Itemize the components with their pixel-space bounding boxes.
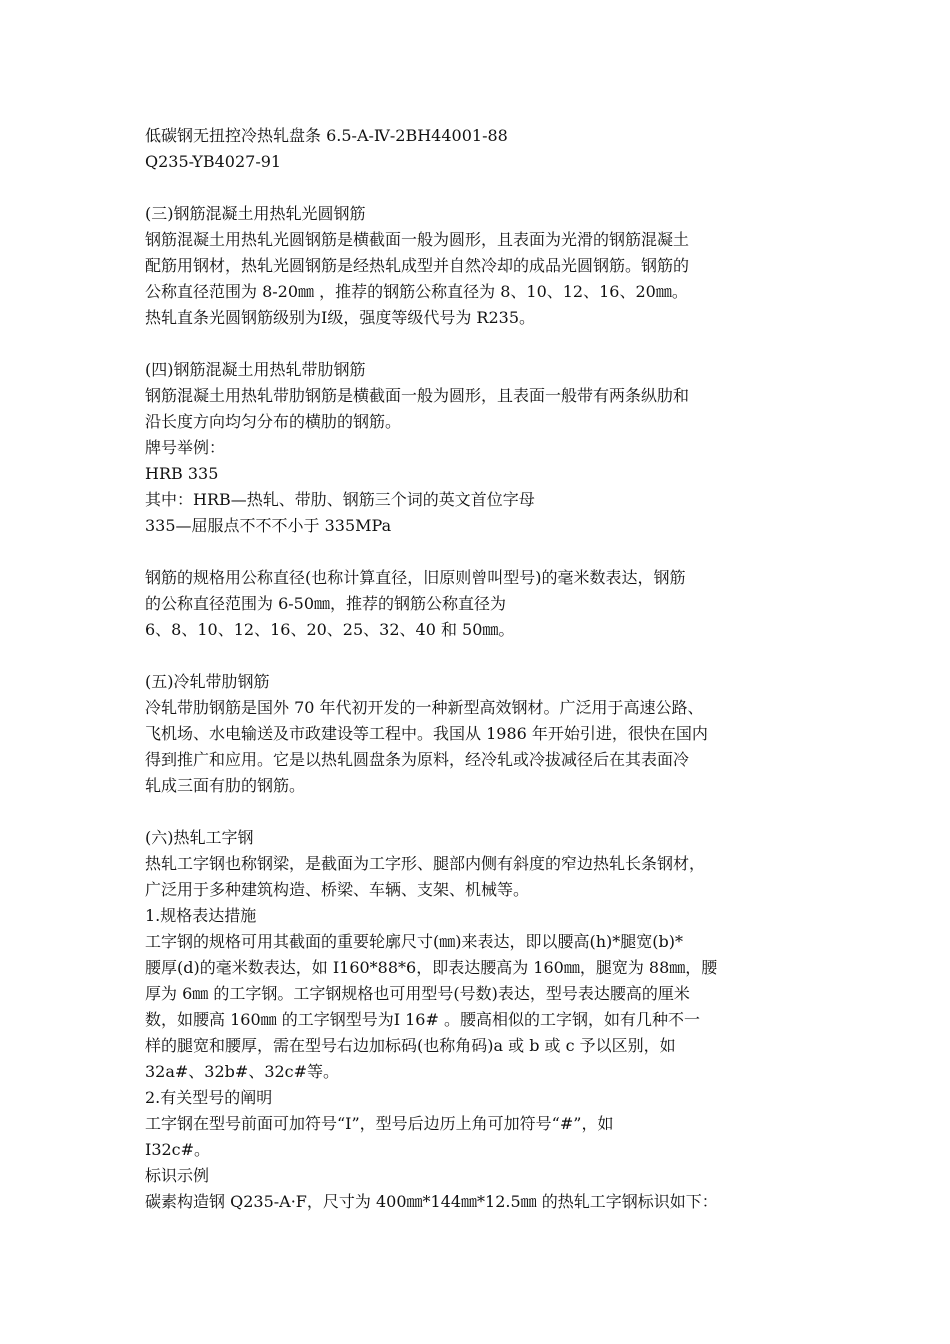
text-line: 热轧直条光圆钢筋级别为Ⅰ级，强度等级代号为 R235。 xyxy=(145,308,535,327)
text-line: 低碳钢无扭控冷热轧盘条 6.5-A-Ⅳ-2BH44001-88 xyxy=(145,126,508,145)
text-line: 32a#、32b#、32c#等。 xyxy=(145,1062,340,1081)
text-line: 冷轧带肋钢筋是国外 70 年代初开发的一种新型高效钢材。广泛用于高速公路、 xyxy=(145,698,704,717)
section-heading: (六)热轧工字钢 xyxy=(145,828,254,847)
text-line: 碳素构造钢 Q235-A·F，尺寸为 400㎜*144㎜*12.5㎜ 的热轧工字钢标识如下： xyxy=(145,1192,718,1211)
text-line: 飞机场、水电输送及市政建设等工程中。我国从 1986 年开始引进，很快在国内 xyxy=(145,724,708,743)
document-body xyxy=(145,123,815,1215)
text-line: 得到推广和应用。它是以热轧圆盘条为原料，经冷轧或冷拔减径后在其表面冷 xyxy=(145,750,690,769)
text-line: 数，如腰高 160㎜ 的工字钢型号为Ⅰ 16# 。腰高相似的工字钢，如有几种不一 xyxy=(145,1010,700,1029)
text-line: Q235-YB4027-91 xyxy=(145,152,282,171)
text-line: 钢筋混凝土用热轧光圆钢筋是横截面一般为圆形，且表面为光滑的钢筋混凝土 xyxy=(145,230,690,249)
blank-line xyxy=(145,643,815,669)
text-line: 轧成三面有肋的钢筋。 xyxy=(145,776,306,795)
text-line: 样的腿宽和腰厚，需在型号右边加标码(也称角码)a 或 b 或 c 予以区别，如 xyxy=(145,1036,676,1055)
section-heading: (四)钢筋混凝土用热轧带肋钢筋 xyxy=(145,360,366,379)
subsection-heading: 1.规格表达措施 xyxy=(145,906,257,925)
section-heading: (五)冷轧带肋钢筋 xyxy=(145,672,270,691)
text-line: 厚为 6㎜ 的工字钢。工字钢规格也可用型号(号数)表达，型号表达腰高的厘米 xyxy=(145,984,690,1003)
text-line: 其中：HRB—热轧、带肋、钢筋三个词的英文首位字母 xyxy=(145,490,535,509)
text-line: 牌号举例： xyxy=(145,438,226,457)
text-line: 沿长度方向均匀分布的横肋的钢筋。 xyxy=(145,412,402,431)
text-line: 标识示例 xyxy=(145,1166,210,1185)
subsection-heading: 2.有关型号的阐明 xyxy=(145,1088,273,1107)
text-line: I32c#。 xyxy=(145,1140,211,1159)
blank-line xyxy=(145,799,815,825)
text-line: 广泛用于多种建筑构造、桥梁、车辆、支架、机械等。 xyxy=(145,880,530,899)
section-heading: (三)钢筋混凝土用热轧光圆钢筋 xyxy=(145,204,366,223)
blank-line xyxy=(145,175,815,201)
blank-line xyxy=(145,539,815,565)
text-line: 335—屈服点不不不小于 335MPa xyxy=(145,516,392,535)
blank-line xyxy=(145,331,815,357)
text-line: 公称直径范围为 8-20㎜ ，推荐的钢筋公称直径为 8、10、12、16、20㎜。 xyxy=(145,282,688,301)
text-line: 钢筋的规格用公称直径(也称计算直径，旧原则曾叫型号)的毫米数表达，钢筋 xyxy=(145,568,686,587)
text-line: 的公称直径范围为 6-50㎜，推荐的钢筋公称直径为 xyxy=(145,594,507,613)
text-line: 工字钢在型号前面可加符号“I”，型号后边历上角可加符号“#”，如 xyxy=(145,1114,614,1133)
text-line: 腰厚(d)的毫米数表达，如 I160*88*6，即表达腰高为 160㎜，腿宽为 88㎜，腰 xyxy=(145,958,718,977)
text-line: 钢筋混凝土用热轧带肋钢筋是横截面一般为圆形，且表面一般带有两条纵肋和 xyxy=(145,386,690,405)
text-line: HRB 335 xyxy=(145,464,219,483)
text-line: 配筋用钢材，热轧光圆钢筋是经热轧成型并自然冷却的成品光圆钢筋。钢筋的 xyxy=(145,256,690,275)
text-line: 热轧工字钢也称钢梁，是截面为工字形、腿部内侧有斜度的窄边热轧长条钢材， xyxy=(145,854,706,873)
text-line: 工字钢的规格可用其截面的重要轮廓尺寸(㎜)来表达，即以腰高(h)*腿宽(b)* xyxy=(145,932,684,951)
text-line: 6、8、10、12、16、20、25、32、40 和 50㎜。 xyxy=(145,620,515,639)
